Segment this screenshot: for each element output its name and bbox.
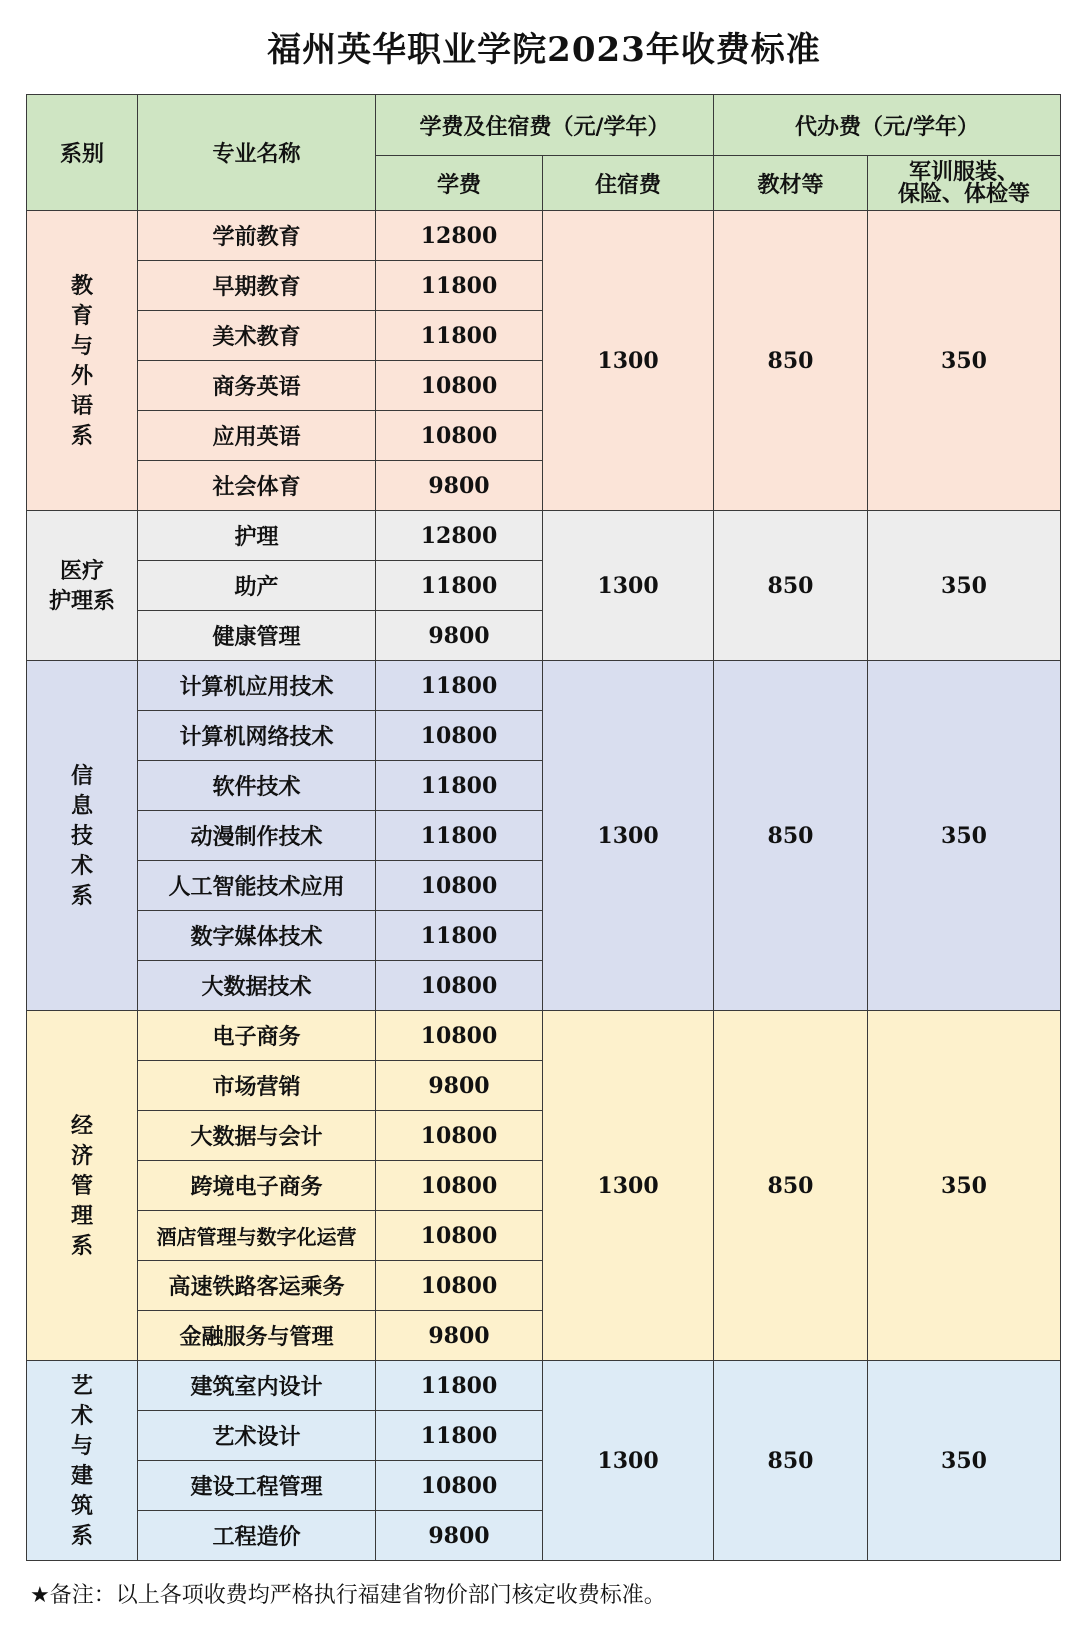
tuition-cell: 9800 <box>376 461 543 511</box>
major-cell: 艺术设计 <box>138 1411 376 1461</box>
major-cell: 动漫制作技术 <box>138 811 376 861</box>
fee-table <box>26 94 1061 1561</box>
table-row <box>27 661 1061 711</box>
tuition-cell: 11800 <box>376 811 543 861</box>
tuition-cell: 9800 <box>376 1061 543 1111</box>
major-cell: 学前教育 <box>138 211 376 261</box>
header-dorm: 住宿费 <box>543 156 714 211</box>
major-cell: 人工智能技术应用 <box>138 861 376 911</box>
major-cell: 商务英语 <box>138 361 376 411</box>
misc-cell: 350 <box>868 1011 1061 1361</box>
dept-char: 技 <box>70 822 93 849</box>
dept-char: 信 <box>70 762 93 789</box>
header-tuition: 学费 <box>376 156 543 211</box>
tuition-cell: 11800 <box>376 1361 543 1411</box>
dept-char: 经 <box>70 1112 93 1139</box>
tuition-cell: 11800 <box>376 911 543 961</box>
dorm-cell: 1300 <box>543 211 714 511</box>
dept-char: 管 <box>70 1172 93 1199</box>
dept-char: 建 <box>70 1462 93 1489</box>
header-major: 专业名称 <box>138 95 376 211</box>
tuition-cell: 10800 <box>376 961 543 1011</box>
dept-cell <box>27 211 138 511</box>
header-misc-line2: 保险、体检等 <box>898 181 1031 207</box>
dorm-cell: 1300 <box>543 661 714 1011</box>
tuition-cell: 10800 <box>376 1011 543 1061</box>
dept-cell <box>27 661 138 1011</box>
page-title: 福州英华职业学院2023年收费标准 <box>267 30 821 70</box>
major-cell: 建设工程管理 <box>138 1461 376 1511</box>
tuition-cell: 11800 <box>376 661 543 711</box>
major-cell: 美术教育 <box>138 311 376 361</box>
table-header <box>27 95 1061 211</box>
header-misc <box>868 156 1061 211</box>
dept-char: 系 <box>70 422 93 449</box>
dept-char: 术 <box>70 1402 93 1429</box>
textbook-cell: 850 <box>714 1011 868 1361</box>
dept-char: 医疗 <box>59 557 104 584</box>
major-cell: 社会体育 <box>138 461 376 511</box>
tuition-cell: 9800 <box>376 1311 543 1361</box>
major-cell: 助产 <box>138 561 376 611</box>
textbook-cell: 850 <box>714 511 868 661</box>
tuition-cell: 10800 <box>376 1211 543 1261</box>
tuition-cell: 10800 <box>376 1461 543 1511</box>
table-row <box>27 211 1061 261</box>
dept-char: 理 <box>70 1202 93 1229</box>
dept-char: 与 <box>70 332 93 359</box>
dept-char: 护理系 <box>48 587 115 614</box>
dept-cell <box>27 1011 138 1361</box>
header-dept: 系别 <box>27 95 138 211</box>
dept-char: 系 <box>70 1522 93 1549</box>
dept-char: 系 <box>70 882 93 909</box>
dept-char: 语 <box>70 392 93 419</box>
dept-cell <box>27 1361 138 1561</box>
table-body <box>27 211 1061 1561</box>
major-cell: 计算机网络技术 <box>138 711 376 761</box>
dept-char: 筑 <box>70 1492 93 1519</box>
tuition-cell: 10800 <box>376 411 543 461</box>
textbook-cell: 850 <box>714 661 868 1011</box>
major-cell: 市场营销 <box>138 1061 376 1111</box>
tuition-cell: 10800 <box>376 1111 543 1161</box>
tuition-cell: 11800 <box>376 761 543 811</box>
dorm-cell: 1300 <box>543 511 714 661</box>
table-row <box>27 1011 1061 1061</box>
major-cell: 护理 <box>138 511 376 561</box>
misc-cell: 350 <box>868 661 1061 1011</box>
table-row <box>27 1361 1061 1411</box>
major-cell: 高速铁路客运乘务 <box>138 1261 376 1311</box>
major-cell: 应用英语 <box>138 411 376 461</box>
header-textbook: 教材等 <box>714 156 868 211</box>
tuition-cell: 11800 <box>376 261 543 311</box>
tuition-cell: 10800 <box>376 711 543 761</box>
dorm-cell: 1300 <box>543 1011 714 1361</box>
dorm-cell: 1300 <box>543 1361 714 1561</box>
major-cell: 建筑室内设计 <box>138 1361 376 1411</box>
major-cell: 金融服务与管理 <box>138 1311 376 1361</box>
major-cell: 跨境电子商务 <box>138 1161 376 1211</box>
major-cell: 早期教育 <box>138 261 376 311</box>
tuition-cell: 12800 <box>376 511 543 561</box>
dept-char: 息 <box>70 792 93 819</box>
textbook-cell: 850 <box>714 1361 868 1561</box>
dept-char: 艺 <box>70 1372 93 1399</box>
dept-char: 术 <box>70 852 93 879</box>
tuition-cell: 10800 <box>376 1161 543 1211</box>
major-cell: 工程造价 <box>138 1511 376 1561</box>
major-cell: 数字媒体技术 <box>138 911 376 961</box>
tuition-cell: 10800 <box>376 1261 543 1311</box>
dept-char: 与 <box>70 1432 93 1459</box>
header-misc-line1: 军训服装、 <box>909 159 1020 185</box>
dept-char: 济 <box>70 1142 93 1169</box>
major-cell: 大数据技术 <box>138 961 376 1011</box>
major-cell: 健康管理 <box>138 611 376 661</box>
tuition-cell: 11800 <box>376 1411 543 1461</box>
dept-cell <box>27 511 138 661</box>
tuition-cell: 10800 <box>376 361 543 411</box>
dept-char: 外 <box>70 362 93 389</box>
misc-cell: 350 <box>868 211 1061 511</box>
tuition-cell: 11800 <box>376 561 543 611</box>
textbook-cell: 850 <box>714 211 868 511</box>
tuition-cell: 11800 <box>376 311 543 361</box>
tuition-cell: 9800 <box>376 1511 543 1561</box>
major-cell: 电子商务 <box>138 1011 376 1061</box>
major-cell: 计算机应用技术 <box>138 661 376 711</box>
tuition-cell: 10800 <box>376 861 543 911</box>
dept-char: 教 <box>70 272 93 299</box>
table-row <box>27 511 1061 561</box>
misc-cell: 350 <box>868 1361 1061 1561</box>
footnote: ★备注：以上各项收费均严格执行福建省物价部门核定收费标准。 <box>30 1583 666 1608</box>
dept-char: 系 <box>70 1232 93 1259</box>
header-tuition-group: 学费及住宿费（元/学年） <box>376 95 714 156</box>
major-cell: 软件技术 <box>138 761 376 811</box>
misc-cell: 350 <box>868 511 1061 661</box>
dept-char: 育 <box>70 302 93 329</box>
tuition-cell: 9800 <box>376 611 543 661</box>
major-cell: 酒店管理与数字化运营 <box>138 1211 376 1261</box>
major-cell: 大数据与会计 <box>138 1111 376 1161</box>
header-agency-group: 代办费（元/学年） <box>714 95 1061 156</box>
tuition-cell: 12800 <box>376 211 543 261</box>
